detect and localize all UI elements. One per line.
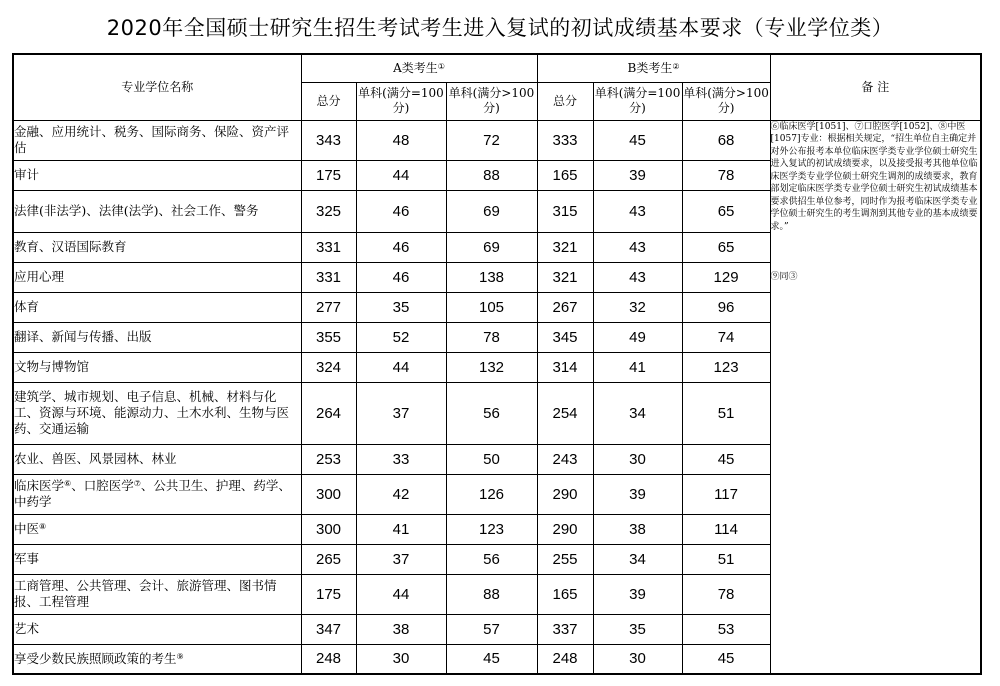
a-single-gt100-cell: 88 [446,574,537,614]
row-name [13,474,301,514]
b-single-gt100-cell: 78 [682,574,770,614]
a-single-100-cell: 37 [356,544,446,574]
row-name: 金融、应用统计、税务、国际商务、保险、资产评估 [13,120,301,160]
b-single-gt100-cell: 51 [682,382,770,444]
a-single-gt100-cell: 45 [446,644,537,674]
row-name: 农业、兽医、风景园林、林业 [13,444,301,474]
header-group-a [301,54,537,82]
b-single-100-cell: 34 [593,382,682,444]
a-total-cell: 355 [301,322,356,352]
header-a-total: 总分 [301,82,356,120]
b-total-cell: 165 [537,160,593,190]
a-single-gt100-cell: 88 [446,160,537,190]
row-name: 军事 [13,544,301,574]
a-single-100-cell: 37 [356,382,446,444]
b-single-100-cell: 43 [593,262,682,292]
a-total-cell: 265 [301,544,356,574]
a-single-gt100-cell: 57 [446,614,537,644]
header-b-single-gt100: 单科(满分>100分) [682,82,770,120]
b-single-gt100-cell: 45 [682,644,770,674]
a-total-cell: 300 [301,474,356,514]
b-total-cell: 165 [537,574,593,614]
b-single-100-cell: 32 [593,292,682,322]
a-single-gt100-cell: 78 [446,322,537,352]
a-total-cell: 331 [301,232,356,262]
name-part: 中医 [14,521,40,536]
b-single-100-cell: 39 [593,160,682,190]
b-total-cell: 255 [537,544,593,574]
b-single-100-cell: 41 [593,352,682,382]
row-name: 法律(非法学)、法律(法学)、社会工作、警务 [13,190,301,232]
header-remarks: 备 注 [770,54,981,120]
a-single-gt100-cell: 69 [446,232,537,262]
a-total-cell: 175 [301,574,356,614]
b-single-100-cell: 30 [593,444,682,474]
row-name: 体育 [13,292,301,322]
b-single-100-cell: 45 [593,120,682,160]
name-part: 临床医学 [14,478,65,493]
name-part: 、口腔医学 [71,478,134,493]
remark-clinical: ⑥临床医学[1051]、⑦口腔医学[1052]、⑧中医[1057]专业：根据相关规定，“招生单位自主确定并对外公布报考本单位临床医学类专业学位硕士研究生进入复试的初试成绩要求，以及接受报考其他单位临床医学类专业学位硕士研究生调剂的成绩要求，教育部划定临床医学类专业学位硕士研究生初试成绩基本要求供招生单位参考，同时作为报考临床医学类专业学位硕士研究生的考生调剂到其他专业的基本成绩要求。” [770,121,978,232]
b-total-cell: 345 [537,322,593,352]
a-single-100-cell: 44 [356,352,446,382]
b-total-cell: 321 [537,232,593,262]
a-single-gt100-cell: 123 [446,514,537,544]
remark-same-as: ⑨同③ [770,272,798,282]
header-group-b [537,54,770,82]
a-total-cell: 343 [301,120,356,160]
a-single-gt100-cell: 56 [446,544,537,574]
a-single-100-cell: 46 [356,232,446,262]
row-name [13,644,301,674]
a-single-100-cell: 38 [356,614,446,644]
a-total-cell: 264 [301,382,356,444]
a-single-100-cell: 30 [356,644,446,674]
a-total-cell: 324 [301,352,356,382]
b-total-cell: 321 [537,262,593,292]
a-single-gt100-cell: 69 [446,190,537,232]
b-single-100-cell: 39 [593,574,682,614]
a-total-cell: 347 [301,614,356,644]
a-single-100-cell: 41 [356,514,446,544]
remarks-cell [770,120,981,674]
b-single-gt100-cell: 68 [682,120,770,160]
group-a-mark: ① [437,61,445,71]
a-single-gt100-cell: 105 [446,292,537,322]
a-single-100-cell: 52 [356,322,446,352]
name-part: 享受少数民族照顾政策的考生 [14,650,177,666]
b-total-cell: 267 [537,292,593,322]
b-single-gt100-cell: 51 [682,544,770,574]
b-total-cell: 243 [537,444,593,474]
row-name: 文物与博物馆 [13,352,301,382]
b-single-gt100-cell: 65 [682,190,770,232]
a-single-gt100-cell: 56 [446,382,537,444]
b-single-100-cell: 34 [593,544,682,574]
row-name: 应用心理 [13,262,301,292]
score-table [12,53,982,675]
header-b-total: 总分 [537,82,593,120]
a-single-100-cell: 35 [356,292,446,322]
header-degree-name: 专业学位名称 [13,54,301,120]
b-total-cell: 290 [537,514,593,544]
a-single-gt100-cell: 72 [446,120,537,160]
b-total-cell: 333 [537,120,593,160]
a-single-100-cell: 42 [356,474,446,514]
footnote-mark: ⑧ [39,522,47,531]
b-total-cell: 290 [537,474,593,514]
b-total-cell: 248 [537,644,593,674]
b-total-cell: 337 [537,614,593,644]
header-a-single-gt100: 单科(满分>100分) [446,82,537,120]
b-single-gt100-cell: 78 [682,160,770,190]
row-name: 审计 [13,160,301,190]
header-b-single-100: 单科(满分=100分) [593,82,682,120]
a-total-cell: 325 [301,190,356,232]
row-name [13,514,301,544]
a-total-cell: 248 [301,644,356,674]
row-name: 艺术 [13,614,301,644]
b-total-cell: 314 [537,352,593,382]
b-single-100-cell: 39 [593,474,682,514]
a-total-cell: 300 [301,514,356,544]
a-single-100-cell: 44 [356,574,446,614]
a-single-gt100-cell: 138 [446,262,537,292]
group-b-mark: ② [672,61,680,71]
b-total-cell: 254 [537,382,593,444]
b-single-gt100-cell: 45 [682,444,770,474]
b-total-cell: 315 [537,190,593,232]
row-name: 工商管理、公共管理、会计、旅游管理、图书情报、工程管理 [13,574,301,614]
footnote-mark: ⑦ [133,479,141,488]
name-part: 、公共卫生、护理、药学、中药学 [14,478,291,509]
a-single-100-cell: 44 [356,160,446,190]
footnote-mark: ⑨ [176,651,184,661]
group-b-label: B类考生 [627,60,673,75]
a-total-cell: 253 [301,444,356,474]
b-single-gt100-cell: 129 [682,262,770,292]
b-single-gt100-cell: 114 [682,514,770,544]
b-single-gt100-cell: 117 [682,474,770,514]
a-single-100-cell: 46 [356,190,446,232]
b-single-100-cell: 43 [593,190,682,232]
b-single-100-cell: 38 [593,514,682,544]
b-single-gt100-cell: 53 [682,614,770,644]
group-a-label: A类考生 [393,60,438,75]
b-single-100-cell: 43 [593,232,682,262]
b-single-gt100-cell: 65 [682,232,770,262]
a-total-cell: 277 [301,292,356,322]
a-single-gt100-cell: 126 [446,474,537,514]
header-a-single-100: 单科(满分=100分) [356,82,446,120]
a-single-gt100-cell: 50 [446,444,537,474]
a-total-cell: 331 [301,262,356,292]
a-single-100-cell: 48 [356,120,446,160]
a-single-100-cell: 46 [356,262,446,292]
page-title: 2020年全国硕士研究生招生考试考生进入复试的初试成绩基本要求（专业学位类） [106,16,894,40]
row-name: 教育、汉语国际教育 [13,232,301,262]
b-single-100-cell: 30 [593,644,682,674]
b-single-gt100-cell: 123 [682,352,770,382]
footnote-mark: ⑥ [64,479,72,488]
row-name: 翻译、新闻与传播、出版 [13,322,301,352]
a-single-gt100-cell: 132 [446,352,537,382]
b-single-gt100-cell: 74 [682,322,770,352]
b-single-100-cell: 49 [593,322,682,352]
b-single-100-cell: 35 [593,614,682,644]
a-single-100-cell: 33 [356,444,446,474]
table-row [13,120,981,160]
row-name: 建筑学、城市规划、电子信息、机械、材料与化工、资源与环境、能源动力、土木水利、生物与医药、交通运输 [13,382,301,444]
a-total-cell: 175 [301,160,356,190]
b-single-gt100-cell: 96 [682,292,770,322]
